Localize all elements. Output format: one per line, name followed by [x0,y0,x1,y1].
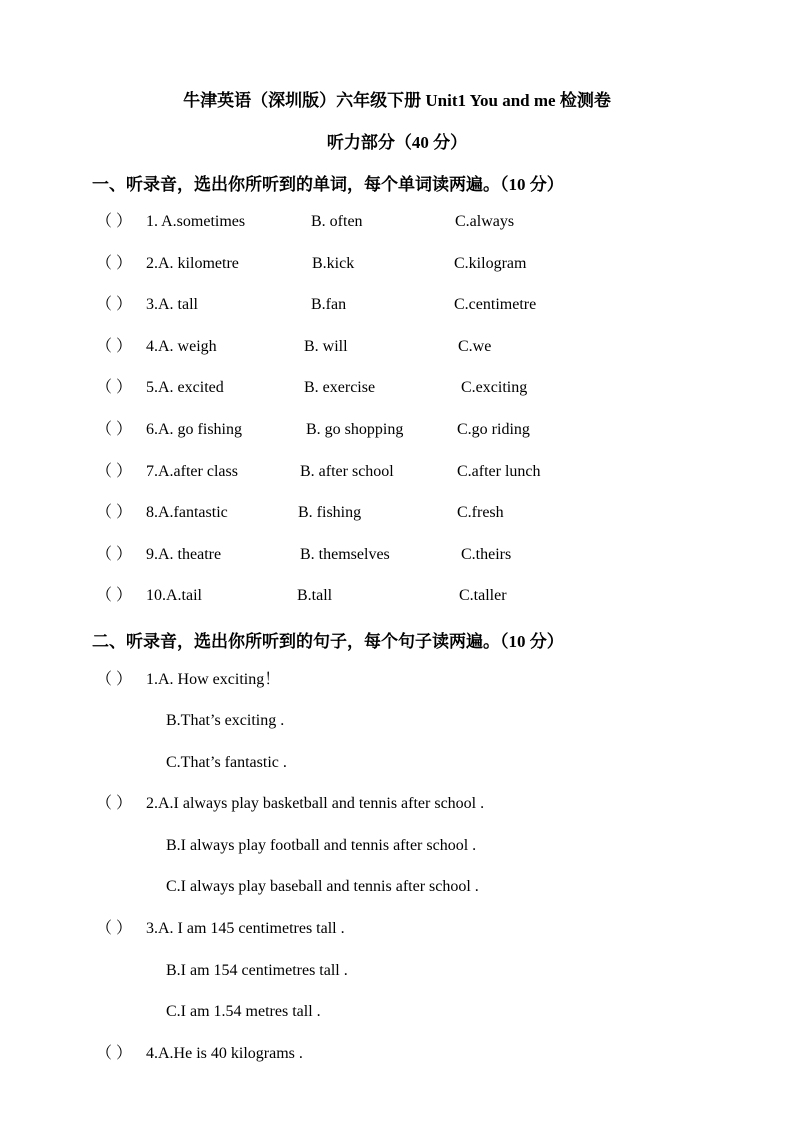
option-b: B. themselves [300,546,390,563]
answer-blank[interactable]: （ ） [96,379,133,396]
answer-blank[interactable]: （ ） [96,546,133,563]
option-a: 9.A. theatre [146,546,222,563]
option-b: B.I am 154 centimetres tall . [166,962,348,979]
option-c: C.go riding [457,421,530,438]
option-a: 5.A. excited [146,379,224,396]
answer-blank[interactable]: （ ） [96,587,133,604]
option-a: 10.A.tail [146,587,202,604]
option-a: 1.A. How exciting！ [146,671,281,688]
option-b: B.I always play football and tennis after school . [166,837,477,854]
option-a: 6.A. go fishing [146,421,242,438]
option-a: 1. A.sometimes [146,213,246,230]
option-b: B. exercise [304,379,376,396]
option-a: 4.A.He is 40 kilograms . [146,1045,303,1062]
option-c: C.always [455,213,515,230]
option-b: B.That’s exciting . [166,712,285,729]
option-a: 8.A.fantastic [146,504,228,521]
option-b: B. after school [300,463,394,480]
answer-blank[interactable]: （ ） [96,255,133,272]
option-c: C.after lunch [457,463,541,480]
option-a: 2.A. kilometre [146,255,239,272]
section-1-heading: 一、听录音，选出你所听到的单词，每个单词读两遍。（10 分） [92,175,564,194]
option-b: B.fan [311,296,347,313]
answer-blank[interactable]: （ ） [96,463,133,480]
answer-blank[interactable]: （ ） [96,671,133,688]
option-a: 4.A. weigh [146,338,217,355]
page-title: 牛津英语（深圳版）六年级下册 Unit1 You and me 检测卷 [183,91,611,110]
option-a: 3.A. I am 145 centimetres tall . [146,920,345,937]
option-c: C.centimetre [454,296,537,313]
option-a: 2.A.I always play basketball and tennis after school . [146,795,485,812]
answer-blank[interactable]: （ ） [96,338,133,355]
answer-blank[interactable]: （ ） [96,1045,133,1062]
option-a: 3.A. tall [146,296,198,313]
answer-blank[interactable]: （ ） [96,213,133,230]
option-c: C.theirs [461,546,512,563]
option-b: B.tall [297,587,333,604]
answer-blank[interactable]: （ ） [96,504,133,521]
answer-blank[interactable]: （ ） [96,795,133,812]
answer-blank[interactable]: （ ） [96,920,133,937]
option-c: C.I always play baseball and tennis after school . [166,878,479,895]
option-c: C.fresh [457,504,504,521]
page-subtitle: 听力部分（40 分） [326,133,468,152]
option-c: C.we [458,338,492,355]
section-2-heading: 二、听录音，选出你所听到的句子，每个句子读两遍。（10 分） [92,632,564,651]
option-c: C.taller [459,587,507,604]
option-b: B.kick [312,255,355,272]
option-b: B. often [311,213,363,230]
option-b: B. will [304,338,348,355]
option-c: C.I am 1.54 metres tall . [166,1003,321,1020]
option-c: C.kilogram [454,255,527,272]
option-c: C.That’s fantastic . [166,754,287,771]
option-b: B. go shopping [306,421,404,438]
option-c: C.exciting [461,379,528,396]
option-a: 7.A.after class [146,463,238,480]
answer-blank[interactable]: （ ） [96,296,133,313]
option-b: B. fishing [298,504,362,521]
answer-blank[interactable]: （ ） [96,421,133,438]
